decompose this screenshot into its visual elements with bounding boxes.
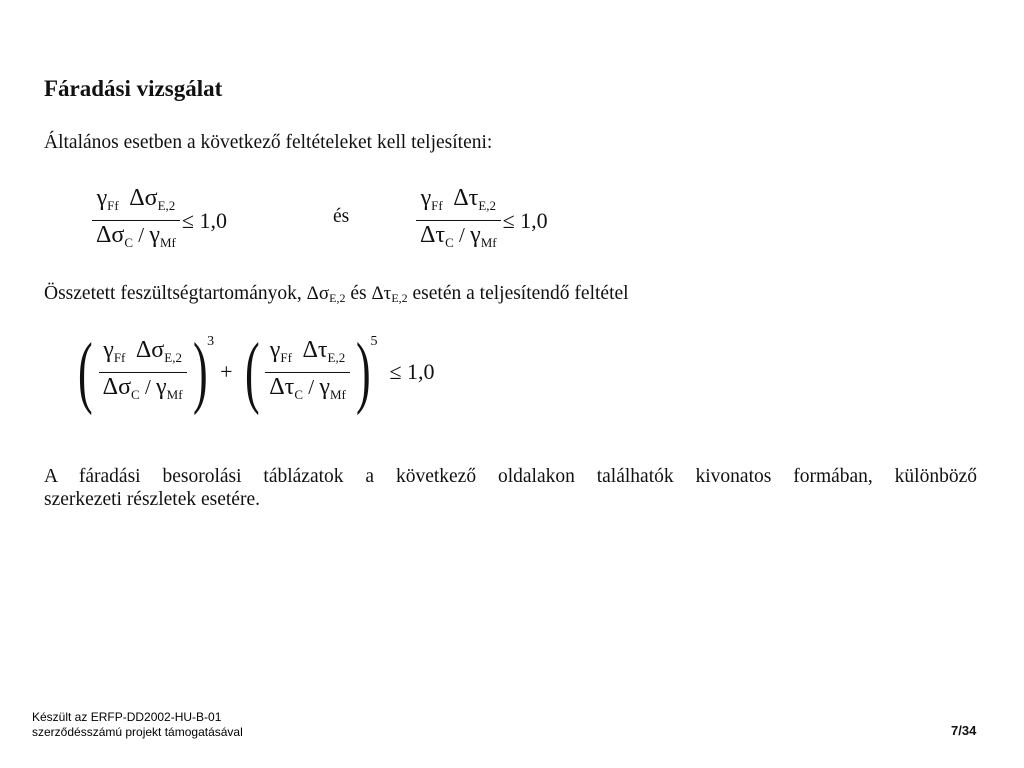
footer-line2: szerződésszámú projekt támogatásával bbox=[32, 725, 243, 739]
relation-le: ≤ 1,0 bbox=[181, 207, 227, 233]
left-paren: ( bbox=[77, 328, 93, 416]
plus-sign: + bbox=[220, 359, 233, 384]
delta-tau-symbol: $\Delta\tau_{E,2}$ bbox=[371, 283, 408, 305]
slide-title: Fáradási vizsgálat bbox=[44, 76, 223, 101]
and-connector: és bbox=[333, 206, 350, 227]
fraction-tau-combined: $\frac{\gamma_{Ff} \Delta\tau_{E,2}}{\Delta\tau_C / \gamma_{Mf}}$ bbox=[265, 336, 350, 409]
fraction-tau: $\frac{\gamma_{Ff} \Delta\tau_{E,2}}{\Delta\tau_C / \gamma_{Mf}}$ bbox=[416, 184, 501, 257]
combined-formula bbox=[72, 328, 435, 416]
fraction-sigma: $\frac{\gamma_{Ff} \Delta\sigma_{E,2}}{\Delta\sigma_C / \gamma_{Mf}}$ bbox=[92, 184, 180, 257]
exponent-5: 5 bbox=[370, 334, 378, 349]
exponent-3: 3 bbox=[207, 334, 215, 349]
left-paren: ( bbox=[244, 328, 260, 416]
footer-credit bbox=[32, 710, 243, 740]
relation-le: ≤ 1,0 bbox=[389, 359, 435, 384]
right-paren: ) bbox=[192, 328, 208, 416]
formula-tau bbox=[416, 184, 548, 257]
closing-paragraph-line2: szerkezeti részletek esetére. bbox=[44, 489, 260, 510]
delta-sigma-symbol: $\Delta\sigma_{E,2}$ bbox=[306, 283, 346, 305]
combined-stress-text: Összetett feszültségtartományok, $\Delta\sigma_{E,2}$ és $\Delta\tau_{E,2}$ esetén a teljesítendő feltétel bbox=[44, 283, 629, 305]
footer-line1: Készült az ERFP-DD2002-HU-B-01 bbox=[32, 710, 222, 724]
fraction-sigma-combined: $\frac{\gamma_{Ff} \Delta\sigma_{E,2}}{\Delta\sigma_C / \gamma_{Mf}}$ bbox=[99, 336, 187, 409]
right-paren: ) bbox=[355, 328, 371, 416]
page-number: 7/34 bbox=[951, 723, 977, 738]
formula-sigma bbox=[92, 184, 227, 257]
intro-text: Általános esetben a következő feltételeket kell teljesíteni: bbox=[44, 132, 493, 153]
closing-paragraph-line1: A fáradási besorolási táblázatok a következő oldalakon találhatók kivonatos formában, különböző bbox=[44, 466, 977, 487]
relation-le: ≤ 1,0 bbox=[502, 207, 548, 233]
